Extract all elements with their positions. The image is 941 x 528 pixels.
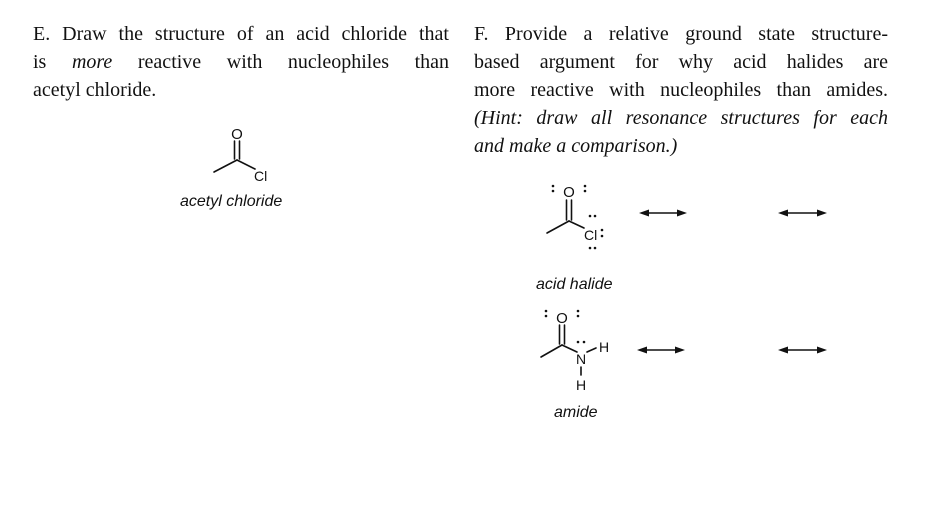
amide-oxygen: O <box>556 310 568 327</box>
amide-c-n-bond <box>562 345 577 352</box>
question-e-line-2-end: reactive with nucleophiles than <box>112 51 450 73</box>
question-e-line-3: acetyl chloride. <box>33 79 157 101</box>
acetyl-chloride-structure <box>214 126 267 184</box>
amide-methyl-bond <box>541 345 562 357</box>
resonance-arrow-amide-1 <box>637 347 685 354</box>
amide-structure <box>541 310 609 393</box>
amide-hydrogen-right: H <box>598 339 610 355</box>
acid-halide-methyl-bond <box>547 221 569 233</box>
amide-nitrogen: N <box>575 351 587 367</box>
resonance-arrow-amide-2 <box>778 347 827 354</box>
acid-halide-structure <box>547 184 603 249</box>
amide-caption: amide <box>554 404 598 421</box>
acid-halide-caption: acid halide <box>536 276 613 293</box>
acetyl-chloride-oxygen: O <box>231 126 243 143</box>
resonance-arrow-acid-halide-2 <box>778 210 827 217</box>
acid-halide-oxygen: O <box>563 184 575 201</box>
question-f-hint-line-1: (Hint: draw all resonance structures for each <box>474 107 888 129</box>
acid-halide-chlorine: Cl <box>584 227 598 243</box>
question-f-line-1: F. Provide a relative ground state structure- <box>474 23 888 45</box>
question-e-line-1: E. Draw the structure of an acid chloride that <box>33 23 449 45</box>
question-f-line-2: based argument for why acid halides are <box>474 51 888 73</box>
question-e-emphasis: more <box>71 51 113 73</box>
question-f-line-3: more reactive with nucleophiles than amides. <box>474 79 888 101</box>
amide-nitrogen-lone-pair <box>577 341 586 344</box>
acetyl-chloride-caption: acetyl chloride <box>180 193 283 210</box>
question-e-line-2-start: is <box>33 51 72 73</box>
resonance-arrow-acid-halide-1 <box>639 210 687 217</box>
amide-n-h-bond-right <box>587 348 596 352</box>
acetyl-chloride-chlorine: Cl <box>254 168 268 184</box>
question-f-hint-line-2: and make a comparison.) <box>474 135 678 157</box>
amide-hydrogen-down: H <box>575 377 587 393</box>
acid-halide-c-cl-bond <box>569 221 584 228</box>
acetyl-chloride-methyl-bond <box>214 160 237 172</box>
acetyl-chloride-c-cl-bond <box>237 160 255 169</box>
